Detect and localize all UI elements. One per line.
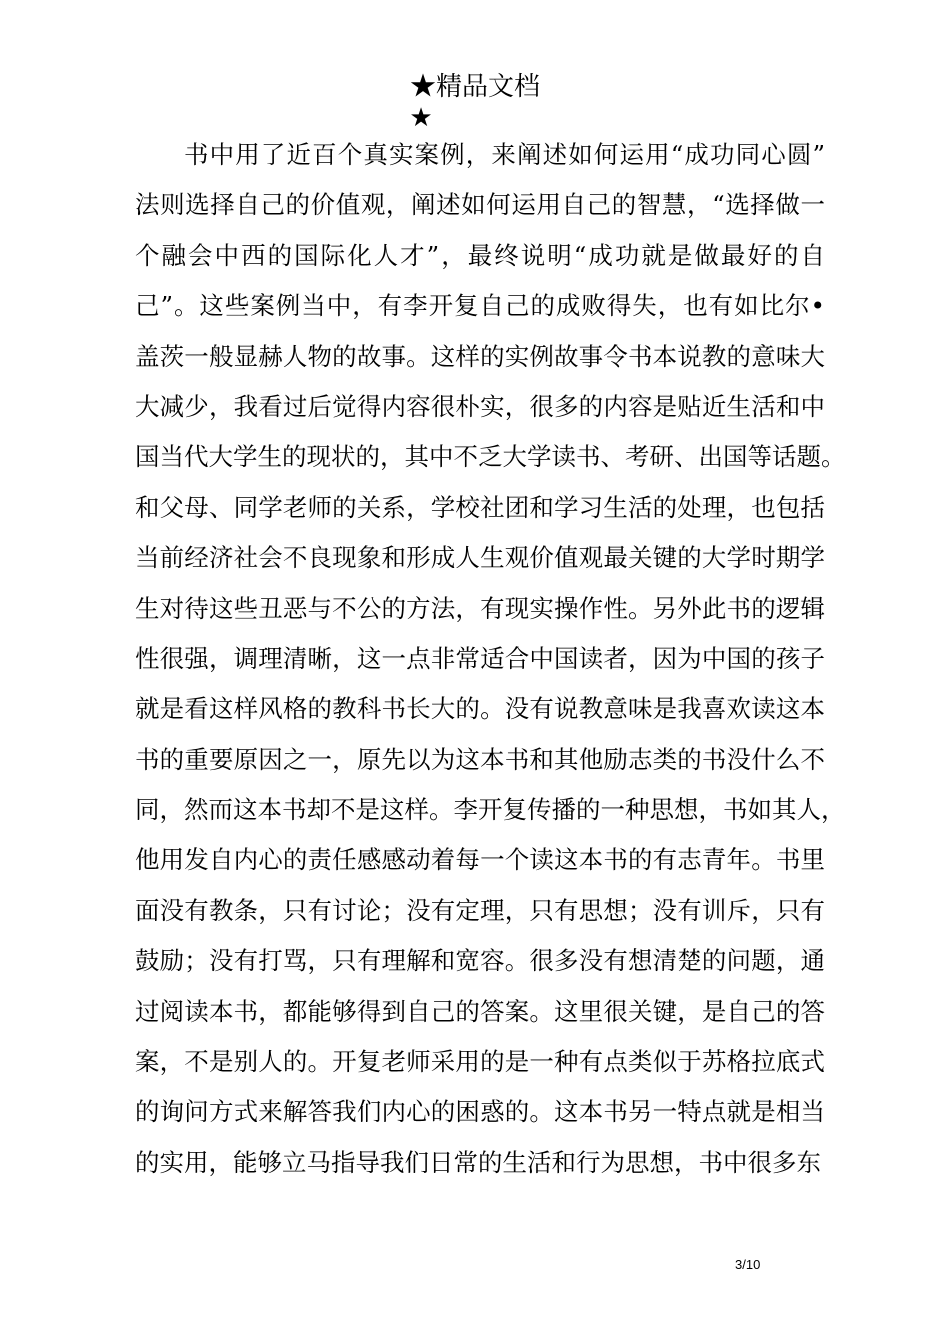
text-line: 书中用了近百个真实案例，来阐述如何运用“成功同心圆” <box>184 140 825 169</box>
text-line: 鼓励；没有打骂，只有理解和宽容。很多没有想清楚的问题，通 <box>135 946 825 976</box>
header-title: ★精品文档 <box>409 72 540 102</box>
text-line: 和父母、同学老师的关系，学校社团和学习生活的处理，也包括 <box>135 492 825 522</box>
body-paragraph <box>135 130 846 1188</box>
text-line: 法则选择自己的价值观，阐述如何运用自己的智慧，“选择做一 <box>135 190 825 220</box>
text-line: 生对待这些丑恶与不公的方法，有现实操作性。另外此书的逻辑 <box>135 593 825 623</box>
text-line: 个融会中西的国际化人才”，最终说明“成功就是做最好的自 <box>135 240 825 270</box>
text-line: 案，不是别人的。开复老师采用的是一种有点类似于苏格拉底式 <box>135 1047 825 1077</box>
header-star: ★ <box>409 103 433 133</box>
text-line: 他用发自内心的责任感感动着每一个读这本书的有志青年。书里 <box>135 845 825 875</box>
text-line: 当前经济社会不良现象和形成人生观价值观最关键的大学时期学 <box>135 543 825 573</box>
text-line: 过阅读本书，都能够得到自己的答案。这里很关键，是自己的答 <box>135 996 825 1026</box>
text-line: 书的重要原因之一，原先以为这本书和其他励志类的书没什么不 <box>135 744 825 774</box>
text-line: 盖茨一般显赫人物的故事。这样的实例故事令书本说教的意味大 <box>135 341 825 371</box>
text-line: 国当代大学生的现状的，其中不乏大学读书、考研、出国等话题。 <box>135 442 846 472</box>
text-line: 大减少，我看过后觉得内容很朴实，很多的内容是贴近生活和中 <box>135 391 825 421</box>
text-line: 的询问方式来解答我们内心的困惑的。这本书另一特点就是相当 <box>135 1097 825 1127</box>
text-line: 己”。这些案例当中，有李开复自己的成败得失，也有如比尔• <box>135 291 825 321</box>
page-number: 3/10 <box>735 1257 761 1272</box>
text-line: 就是看这样风格的教科书长大的。没有说教意味是我喜欢读这本 <box>135 694 825 724</box>
text-line: 性很强，调理清晰，这一点非常适合中国读者，因为中国的孩子 <box>135 643 825 673</box>
text-line: 同，然而这本书却不是这样。李开复传播的一种思想，书如其人， <box>135 795 846 825</box>
text-line: 的实用，能够立马指导我们日常的生活和行为思想，书中很多东 <box>135 1147 821 1177</box>
text-line: 面没有教条，只有讨论；没有定理，只有思想；没有训斥，只有 <box>135 895 825 925</box>
